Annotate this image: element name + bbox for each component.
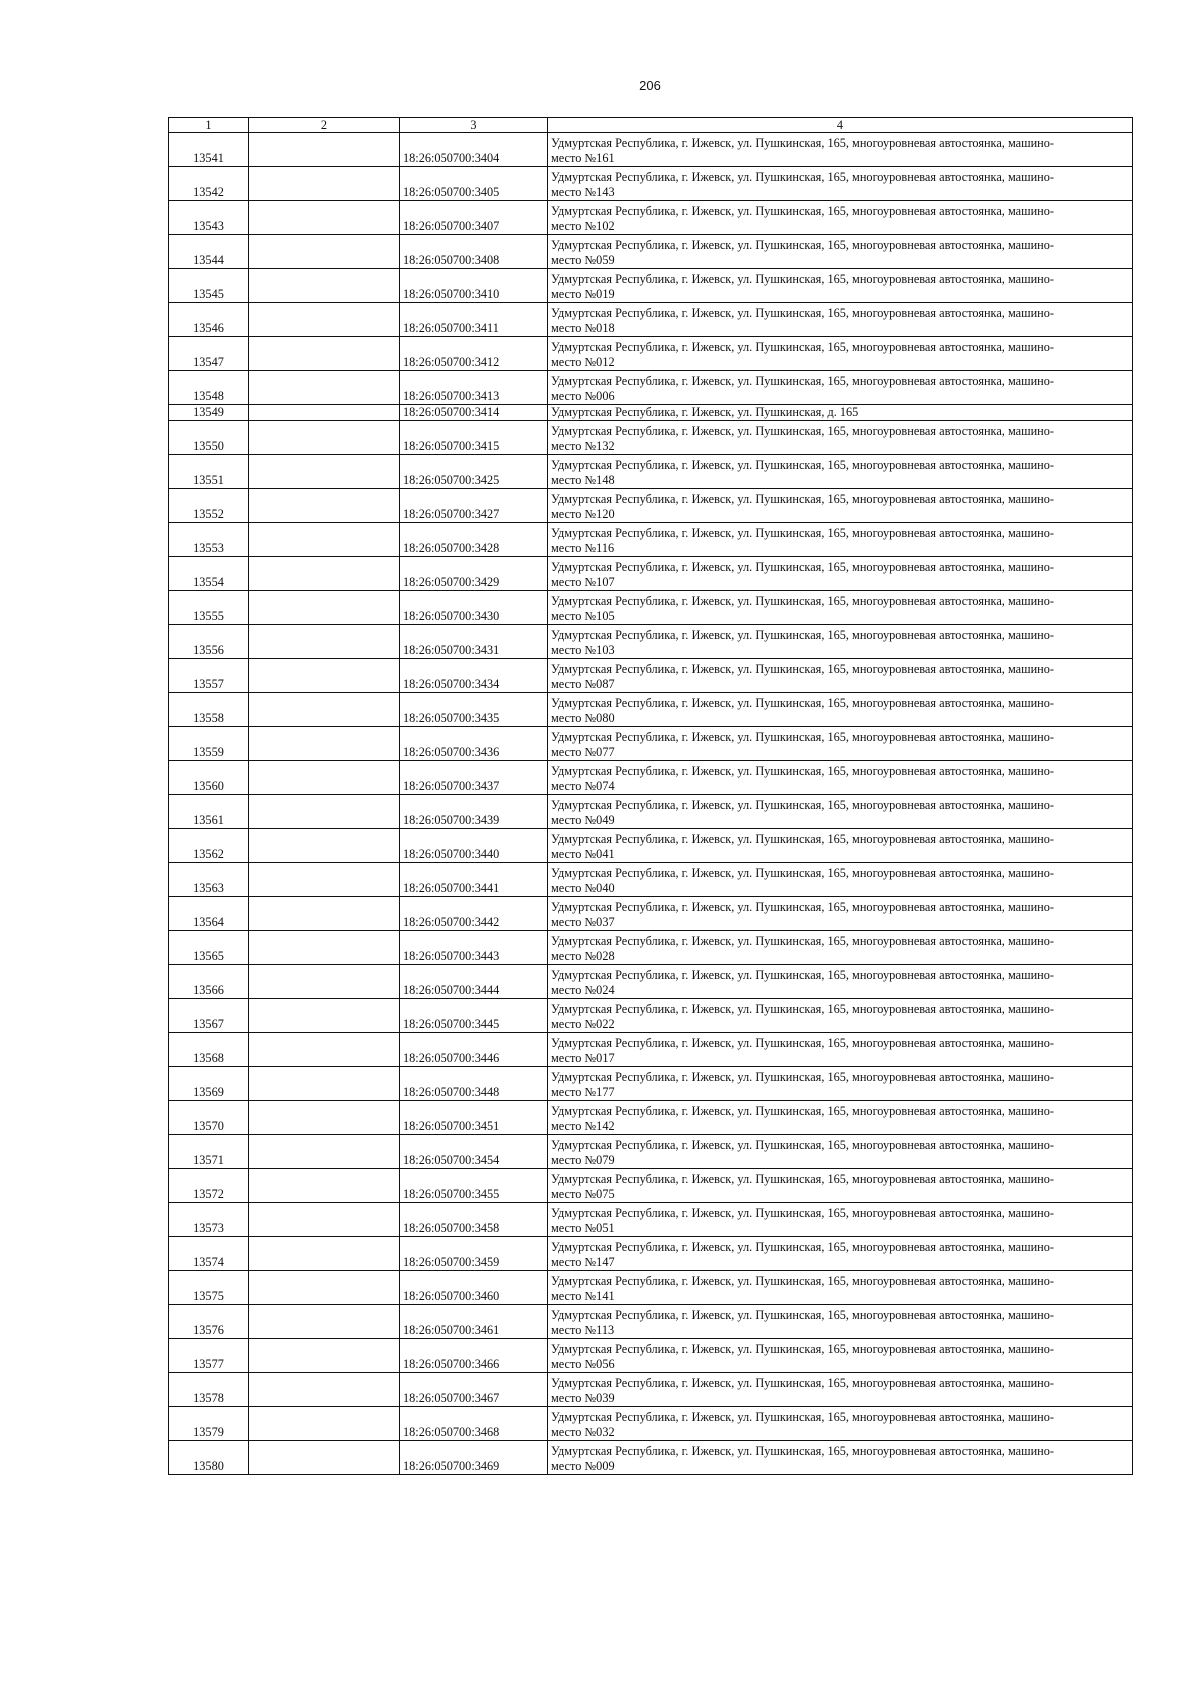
row-col2 [249, 133, 400, 167]
address-cell: Удмуртская Республика, г. Ижевск, ул. Пушкинская, 165, многоуровневая автостоянка, машино- место №022 [548, 999, 1133, 1033]
table-row [169, 897, 1133, 931]
table-row [169, 303, 1133, 337]
cadastral-number: 18:26:050700:3408 [400, 235, 548, 269]
address-cell: Удмуртская Республика, г. Ижевск, ул. Пушкинская, 165, многоуровневая автостоянка, машино- место №040 [548, 863, 1133, 897]
row-col2 [249, 1373, 400, 1407]
address-cell: Удмуртская Республика, г. Ижевск, ул. Пушкинская, 165, многоуровневая автостоянка, машино- место №017 [548, 1033, 1133, 1067]
cadastral-number: 18:26:050700:3466 [400, 1339, 548, 1373]
row-col2 [249, 1135, 400, 1169]
cadastral-number: 18:26:050700:3427 [400, 489, 548, 523]
table-row [169, 999, 1133, 1033]
row-number: 13550 [169, 421, 249, 455]
page-number: 206 [639, 78, 661, 93]
header-col-4: 4 [548, 118, 1133, 133]
address-cell: Удмуртская Республика, г. Ижевск, ул. Пушкинская, 165, многоуровневая автостоянка, машино- место №103 [548, 625, 1133, 659]
address-cell: Удмуртская Республика, г. Ижевск, ул. Пушкинская, 165, многоуровневая автостоянка, машино- место №024 [548, 965, 1133, 999]
address-cell: Удмуртская Республика, г. Ижевск, ул. Пушкинская, 165, многоуровневая автостоянка, машино- место №039 [548, 1373, 1133, 1407]
table-row [169, 133, 1133, 167]
header-row [169, 118, 1133, 133]
row-number: 13570 [169, 1101, 249, 1135]
address-cell: Удмуртская Республика, г. Ижевск, ул. Пушкинская, 165, многоуровневая автостоянка, машино- место №143 [548, 167, 1133, 201]
address-cell: Удмуртская Республика, г. Ижевск, ул. Пушкинская, 165, многоуровневая автостоянка, машино- место №080 [548, 693, 1133, 727]
table-row [169, 269, 1133, 303]
address-cell: Удмуртская Республика, г. Ижевск, ул. Пушкинская, 165, многоуровневая автостоянка, машино- место №077 [548, 727, 1133, 761]
table-row [169, 1203, 1133, 1237]
row-col2 [249, 1101, 400, 1135]
row-col2 [249, 1033, 400, 1067]
address-cell: Удмуртская Республика, г. Ижевск, ул. Пушкинская, 165, многоуровневая автостоянка, машино- место №049 [548, 795, 1133, 829]
row-number: 13575 [169, 1271, 249, 1305]
cadastral-number: 18:26:050700:3467 [400, 1373, 548, 1407]
table-row [169, 1407, 1133, 1441]
address-cell: Удмуртская Республика, г. Ижевск, ул. Пушкинская, 165, многоуровневая автостоянка, машино- место №028 [548, 931, 1133, 965]
row-number: 13578 [169, 1373, 249, 1407]
table-row [169, 1067, 1133, 1101]
row-number: 13580 [169, 1441, 249, 1475]
table-row [169, 625, 1133, 659]
table-row [169, 1169, 1133, 1203]
row-number: 13572 [169, 1169, 249, 1203]
cadastral-number: 18:26:050700:3435 [400, 693, 548, 727]
address-cell: Удмуртская Республика, г. Ижевск, ул. Пушкинская, 165, многоуровневая автостоянка, машино- место №041 [548, 829, 1133, 863]
cadastral-number: 18:26:050700:3461 [400, 1305, 548, 1339]
cadastral-number: 18:26:050700:3445 [400, 999, 548, 1033]
cadastral-number: 18:26:050700:3441 [400, 863, 548, 897]
table-row [169, 1135, 1133, 1169]
table-row [169, 455, 1133, 489]
cadastral-number: 18:26:050700:3405 [400, 167, 548, 201]
table-row [169, 795, 1133, 829]
row-number: 13563 [169, 863, 249, 897]
row-number: 13566 [169, 965, 249, 999]
address-cell: Удмуртская Республика, г. Ижевск, ул. Пушкинская, 165, многоуровневая автостоянка, машино- место №113 [548, 1305, 1133, 1339]
address-cell: Удмуртская Республика, г. Ижевск, ул. Пушкинская, 165, многоуровневая автостоянка, машино- место №037 [548, 897, 1133, 931]
row-col2 [249, 761, 400, 795]
table-row [169, 235, 1133, 269]
address-cell: Удмуртская Республика, г. Ижевск, ул. Пушкинская, 165, многоуровневая автостоянка, машино- место №019 [548, 269, 1133, 303]
cadastral-number: 18:26:050700:3440 [400, 829, 548, 863]
table-row [169, 371, 1133, 405]
address-cell: Удмуртская Республика, г. Ижевск, ул. Пушкинская, 165, многоуровневая автостоянка, машино- место №032 [548, 1407, 1133, 1441]
address-cell: Удмуртская Республика, г. Ижевск, ул. Пушкинская, 165, многоуровневая автостоянка, машино- место №142 [548, 1101, 1133, 1135]
row-number: 13564 [169, 897, 249, 931]
row-number: 13558 [169, 693, 249, 727]
address-cell: Удмуртская Республика, г. Ижевск, ул. Пушкинская, д. 165 [548, 405, 1133, 421]
table-row [169, 1441, 1133, 1475]
row-col2 [249, 1339, 400, 1373]
header-col-2: 2 [249, 118, 400, 133]
row-col2 [249, 405, 400, 421]
row-col2 [249, 1271, 400, 1305]
table-row [169, 167, 1133, 201]
address-cell: Удмуртская Республика, г. Ижевск, ул. Пушкинская, 165, многоуровневая автостоянка, машино- место №056 [548, 1339, 1133, 1373]
table-row [169, 931, 1133, 965]
address-cell: Удмуртская Республика, г. Ижевск, ул. Пушкинская, 165, многоуровневая автостоянка, машино- место №107 [548, 557, 1133, 591]
row-number: 13554 [169, 557, 249, 591]
row-number: 13545 [169, 269, 249, 303]
cadastral-number: 18:26:050700:3414 [400, 405, 548, 421]
row-col2 [249, 421, 400, 455]
address-cell: Удмуртская Республика, г. Ижевск, ул. Пушкинская, 165, многоуровневая автостоянка, машино- место №075 [548, 1169, 1133, 1203]
table-row [169, 727, 1133, 761]
cadastral-number: 18:26:050700:3407 [400, 201, 548, 235]
table-row [169, 201, 1133, 235]
table-header [169, 118, 1133, 133]
row-number: 13557 [169, 659, 249, 693]
row-number: 13561 [169, 795, 249, 829]
address-cell: Удмуртская Республика, г. Ижевск, ул. Пушкинская, 165, многоуровневая автостоянка, машино- место №141 [548, 1271, 1133, 1305]
row-number: 13562 [169, 829, 249, 863]
row-number: 13541 [169, 133, 249, 167]
row-number: 13579 [169, 1407, 249, 1441]
address-cell: Удмуртская Республика, г. Ижевск, ул. Пушкинская, 165, многоуровневая автостоянка, машино- место №116 [548, 523, 1133, 557]
row-number: 13574 [169, 1237, 249, 1271]
address-cell: Удмуртская Республика, г. Ижевск, ул. Пушкинская, 165, многоуровневая автостоянка, машино- место №177 [548, 1067, 1133, 1101]
row-number: 13542 [169, 167, 249, 201]
cadastral-number: 18:26:050700:3412 [400, 337, 548, 371]
row-number: 13555 [169, 591, 249, 625]
row-col2 [249, 167, 400, 201]
row-number: 13544 [169, 235, 249, 269]
cadastral-number: 18:26:050700:3439 [400, 795, 548, 829]
cadastral-number: 18:26:050700:3425 [400, 455, 548, 489]
row-number: 13556 [169, 625, 249, 659]
cadastral-number: 18:26:050700:3413 [400, 371, 548, 405]
cadastral-number: 18:26:050700:3444 [400, 965, 548, 999]
table-row [169, 693, 1133, 727]
row-number: 13567 [169, 999, 249, 1033]
cadastral-number: 18:26:050700:3442 [400, 897, 548, 931]
cadastral-number: 18:26:050700:3460 [400, 1271, 548, 1305]
row-number: 13568 [169, 1033, 249, 1067]
cadastral-number: 18:26:050700:3443 [400, 931, 548, 965]
row-number: 13573 [169, 1203, 249, 1237]
table-row [169, 965, 1133, 999]
row-col2 [249, 863, 400, 897]
row-col2 [249, 897, 400, 931]
row-col2 [249, 1441, 400, 1475]
table-row [169, 829, 1133, 863]
row-col2 [249, 965, 400, 999]
cadastral-number: 18:26:050700:3434 [400, 659, 548, 693]
address-cell: Удмуртская Республика, г. Ижевск, ул. Пушкинская, 165, многоуровневая автостоянка, машино- место №012 [548, 337, 1133, 371]
row-col2 [249, 1169, 400, 1203]
address-cell: Удмуртская Республика, г. Ижевск, ул. Пушкинская, 165, многоуровневая автостоянка, машино- место №087 [548, 659, 1133, 693]
address-cell: Удмуртская Республика, г. Ижевск, ул. Пушкинская, 165, многоуровневая автостоянка, машино- место №120 [548, 489, 1133, 523]
row-col2 [249, 829, 400, 863]
table-row [169, 761, 1133, 795]
row-number: 13565 [169, 931, 249, 965]
cadastral-number: 18:26:050700:3428 [400, 523, 548, 557]
row-number: 13552 [169, 489, 249, 523]
cadastral-number: 18:26:050700:3404 [400, 133, 548, 167]
cadastral-number: 18:26:050700:3451 [400, 1101, 548, 1135]
row-col2 [249, 795, 400, 829]
cadastral-number: 18:26:050700:3469 [400, 1441, 548, 1475]
table-row [169, 523, 1133, 557]
table-row [169, 489, 1133, 523]
table-row [169, 1373, 1133, 1407]
header-col-1: 1 [169, 118, 249, 133]
row-number: 13543 [169, 201, 249, 235]
address-cell: Удмуртская Республика, г. Ижевск, ул. Пушкинская, 165, многоуровневая автостоянка, машино- место №147 [548, 1237, 1133, 1271]
row-col2 [249, 999, 400, 1033]
address-cell: Удмуртская Республика, г. Ижевск, ул. Пушкинская, 165, многоуровневая автостоянка, машино- место №018 [548, 303, 1133, 337]
row-col2 [249, 455, 400, 489]
row-col2 [249, 201, 400, 235]
cadastral-number: 18:26:050700:3458 [400, 1203, 548, 1237]
address-cell: Удмуртская Республика, г. Ижевск, ул. Пушкинская, 165, многоуровневая автостоянка, машино- место №102 [548, 201, 1133, 235]
row-col2 [249, 591, 400, 625]
address-cell: Удмуртская Республика, г. Ижевск, ул. Пушкинская, 165, многоуровневая автостоянка, машино- место №051 [548, 1203, 1133, 1237]
row-number: 13569 [169, 1067, 249, 1101]
address-cell: Удмуртская Республика, г. Ижевск, ул. Пушкинская, 165, многоуровневая автостоянка, машино- место №009 [548, 1441, 1133, 1475]
table-row [169, 337, 1133, 371]
cadastral-number: 18:26:050700:3459 [400, 1237, 548, 1271]
row-col2 [249, 931, 400, 965]
cadastral-number: 18:26:050700:3430 [400, 591, 548, 625]
registry-table [168, 117, 1133, 1475]
table-body [169, 133, 1133, 1475]
cadastral-number: 18:26:050700:3431 [400, 625, 548, 659]
address-cell: Удмуртская Республика, г. Ижевск, ул. Пушкинская, 165, многоуровневая автостоянка, машино- место №074 [548, 761, 1133, 795]
table-row [169, 405, 1133, 421]
cadastral-number: 18:26:050700:3454 [400, 1135, 548, 1169]
address-cell: Удмуртская Республика, г. Ижевск, ул. Пушкинская, 165, многоуровневая автостоянка, машино- место №161 [548, 133, 1133, 167]
row-number: 13553 [169, 523, 249, 557]
table-row [169, 1339, 1133, 1373]
row-col2 [249, 557, 400, 591]
row-number: 13560 [169, 761, 249, 795]
cadastral-number: 18:26:050700:3436 [400, 727, 548, 761]
cadastral-number: 18:26:050700:3446 [400, 1033, 548, 1067]
table-row [169, 1237, 1133, 1271]
cadastral-number: 18:26:050700:3410 [400, 269, 548, 303]
cadastral-number: 18:26:050700:3411 [400, 303, 548, 337]
address-cell: Удмуртская Республика, г. Ижевск, ул. Пушкинская, 165, многоуровневая автостоянка, машино- место №148 [548, 455, 1133, 489]
table-row [169, 659, 1133, 693]
row-col2 [249, 1067, 400, 1101]
header-col-3: 3 [400, 118, 548, 133]
row-number: 13559 [169, 727, 249, 761]
row-col2 [249, 337, 400, 371]
table-row [169, 421, 1133, 455]
address-cell: Удмуртская Республика, г. Ижевск, ул. Пушкинская, 165, многоуровневая автостоянка, машино- место №059 [548, 235, 1133, 269]
cadastral-number: 18:26:050700:3448 [400, 1067, 548, 1101]
address-cell: Удмуртская Республика, г. Ижевск, ул. Пушкинская, 165, многоуровневая автостоянка, машино- место №105 [548, 591, 1133, 625]
table-row [169, 1305, 1133, 1339]
row-col2 [249, 489, 400, 523]
row-col2 [249, 269, 400, 303]
row-number: 13551 [169, 455, 249, 489]
row-col2 [249, 303, 400, 337]
row-col2 [249, 625, 400, 659]
row-col2 [249, 727, 400, 761]
row-col2 [249, 1237, 400, 1271]
cadastral-number: 18:26:050700:3468 [400, 1407, 548, 1441]
table-row [169, 591, 1133, 625]
row-number: 13571 [169, 1135, 249, 1169]
address-cell: Удмуртская Республика, г. Ижевск, ул. Пушкинская, 165, многоуровневая автостоянка, машино- место №132 [548, 421, 1133, 455]
row-number: 13577 [169, 1339, 249, 1373]
row-col2 [249, 693, 400, 727]
table-row [169, 863, 1133, 897]
row-number: 13548 [169, 371, 249, 405]
row-number: 13576 [169, 1305, 249, 1339]
table-row [169, 1271, 1133, 1305]
row-col2 [249, 1305, 400, 1339]
cadastral-number: 18:26:050700:3437 [400, 761, 548, 795]
table-row [169, 1101, 1133, 1135]
row-col2 [249, 1203, 400, 1237]
cadastral-number: 18:26:050700:3415 [400, 421, 548, 455]
row-col2 [249, 235, 400, 269]
address-cell: Удмуртская Республика, г. Ижевск, ул. Пушкинская, 165, многоуровневая автостоянка, машино- место №079 [548, 1135, 1133, 1169]
table-row [169, 557, 1133, 591]
row-col2 [249, 1407, 400, 1441]
row-col2 [249, 523, 400, 557]
cadastral-number: 18:26:050700:3429 [400, 557, 548, 591]
row-number: 13546 [169, 303, 249, 337]
row-col2 [249, 371, 400, 405]
row-col2 [249, 659, 400, 693]
row-number: 13547 [169, 337, 249, 371]
table-row [169, 1033, 1133, 1067]
cadastral-number: 18:26:050700:3455 [400, 1169, 548, 1203]
address-cell: Удмуртская Республика, г. Ижевск, ул. Пушкинская, 165, многоуровневая автостоянка, машино- место №006 [548, 371, 1133, 405]
row-number: 13549 [169, 405, 249, 421]
